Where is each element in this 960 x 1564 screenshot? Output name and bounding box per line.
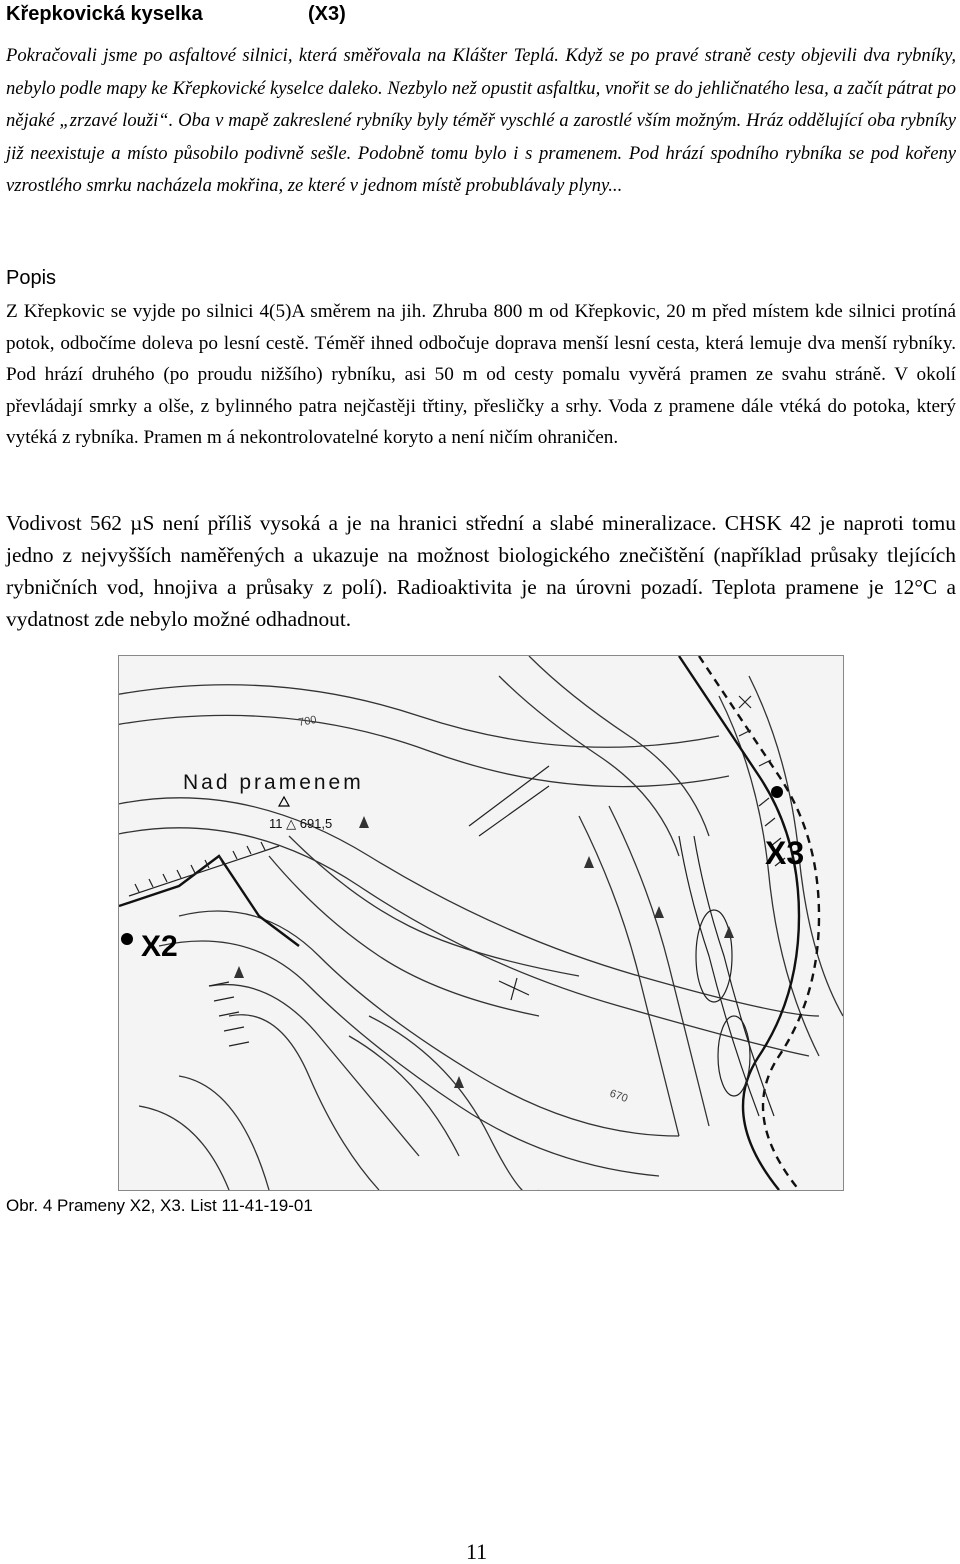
description-paragraph: Z Křepkovic se vyjde po silnici 4(5)A směrem na jih. Zhruba 800 m od Křepkovic, 20 m před místem kde silnici protíná potok, odbočíme doleva po lesní cestě. Téměř ihned odbočuje doprava menší lesní cesta, která lemuje dva menší rybníky. Pod hrází druhého (po proudu nižšího) rybníku, asi 50 m od cesty pomalu vyvěrá pramen ze svahu stráně. V okolí převládají smrky a olše, z bylinného patra nejčastěji třtiny, přesličky a srhy. Voda z pramene dále vtéká do potoka, který vytéká z rybníka. Pramen m á nekontrolovatelné koryto a není ničím ohraničen. — [6, 301, 956, 449]
map-elevation-label: 11 △ 691,5 — [269, 816, 333, 831]
page-number: 11 — [466, 1539, 488, 1564]
map-drawing — [119, 656, 843, 1190]
section-title: Křepkovická kyselka — [6, 3, 203, 25]
figure-caption: Obr. 4 Prameny X2, X3. List 11-41-19-01 — [6, 1196, 313, 1215]
popis-heading: Popis — [6, 267, 57, 289]
measurement-paragraph: Vodivost 562 µS není příliš vysoká a je na hranici střední a slabé mineralizace. CHSK 42 je naproti tomu jedno z nejvyšších naměřených a ukazuje na možnost biologického znečištění (například průsaky tlejících rybničních vod, hnojiva a průsaky z polí). Radioaktivita je na úrovni pozadí. Teplota pramene je 12°C a vydatnost zde nebylo možné odhadnout. — [6, 511, 956, 631]
spring-code: (X3) — [308, 3, 346, 25]
map-label-x3: X3 — [765, 835, 805, 871]
topographic-map — [118, 655, 844, 1191]
map-label-nad-pramenem: Nad pramenem — [183, 771, 364, 794]
map-contour-label-bottom: 670 — [607, 1087, 630, 1106]
section-title-row — [6, 2, 346, 26]
intro-paragraph: Pokračovali jsme po asfaltové silnici, která směřovala na Klášter Teplá. Když se po pravé straně cesty objevili dva rybníky, nebylo podle mapy ke Křepkovické kyselce daleko. Nezbylo než opustit asfaltku, vnořit se do jehličnatého lesa, a začít pátrat po nějaké „zrzavé louži“. Oba v mapě zakreslené rybníky byly téměř vyschlé a zarostlé vším možným. Hráz oddělující oba rybníky již neexistuje a místo působilo podivně sešle. Podobně tomu bylo i s pramenem. Pod hrází spodního rybníka se pod kořeny vzrostlého smrku nacházela mokřina, ze které v jednom místě probublávaly plyny... — [6, 45, 956, 196]
map-contour-label-top: 700 — [297, 713, 318, 729]
map-label-x2: X2 — [141, 930, 178, 963]
